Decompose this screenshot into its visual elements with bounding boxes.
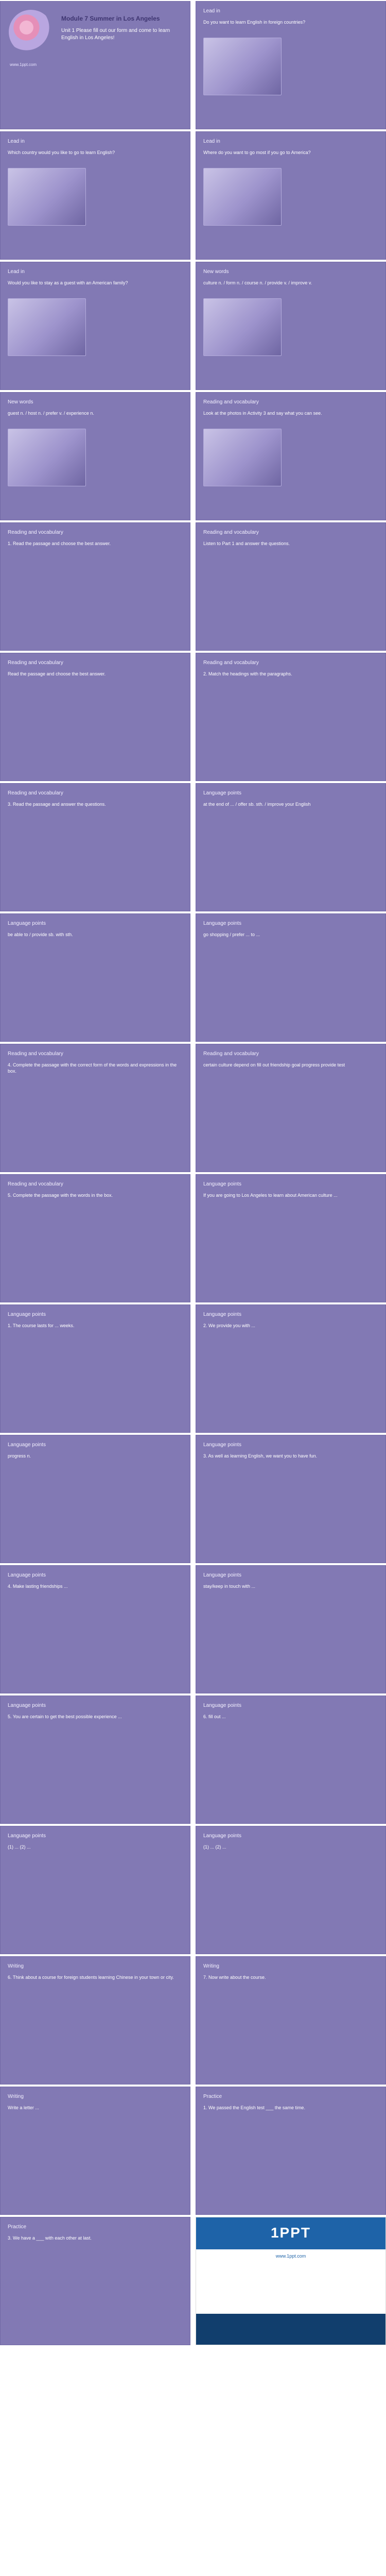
slide-thumbnail[interactable] (196, 1435, 386, 1563)
slide-thumbnail[interactable] (0, 1435, 190, 1563)
slide-thumbnail[interactable] (196, 1565, 386, 1693)
slide-heading: Language points (8, 1572, 46, 1578)
slide-body-text: stay/keep in touch with ... (203, 1584, 256, 1589)
slide-photo (8, 429, 86, 486)
slide-photo (203, 429, 282, 486)
slide-thumbnail[interactable] (0, 1826, 190, 1954)
slide-body-text: culture n. / form n. / course n. / provide v. / improve v. (203, 280, 312, 285)
slide-thumbnail[interactable] (196, 1, 386, 129)
slide-thumbnail[interactable] (196, 2217, 386, 2345)
slide-thumbnail[interactable] (0, 1565, 190, 1693)
slide-thumbnail[interactable] (0, 2217, 190, 2345)
slide-thumbnail[interactable] (196, 262, 386, 390)
slide-thumbnail[interactable] (196, 1696, 386, 1824)
slide-thumbnail[interactable] (0, 783, 190, 911)
slide-body-text: 3. We have a ___ with each other at last. (8, 2235, 92, 2241)
slide-thumbnail[interactable] (0, 1696, 190, 1824)
slide-thumbnail[interactable] (196, 1956, 386, 2084)
slide-body-text: If you are going to Los Angeles to learn about American culture ... (203, 1193, 338, 1198)
slide-body-text: progress n. (8, 1453, 31, 1459)
slide-thumbnail[interactable] (0, 653, 190, 781)
slide-thumbnail[interactable] (196, 783, 386, 911)
slide-body-text: (1) ... (2) ... (8, 1844, 31, 1850)
slide-heading: New words (8, 399, 33, 405)
slide-thumbnail[interactable] (196, 1174, 386, 1302)
slide-body-text: Write a letter ... (8, 2105, 39, 2110)
slide-heading: Reading and vocabulary (203, 530, 259, 535)
slide-body-text: (1) ... (2) ... (203, 1844, 226, 1850)
slide-heading: New words (203, 269, 229, 275)
slide-thumbnail[interactable] (0, 913, 190, 1042)
slide-body-text: 3. As well as learning English, we want you to have fun. (203, 1453, 318, 1459)
slide-body-text: Read the passage and choose the best answer. (8, 671, 106, 676)
brand-url: www.1ppt.com (275, 2253, 306, 2259)
slide-heading: Lead in (203, 139, 220, 144)
slide-photo (8, 298, 86, 356)
slide-body-text: be able to / provide sb. with sth. (8, 932, 73, 937)
slide-heading: Language points (8, 1703, 46, 1708)
slide-body-text: Would you like to stay as a guest with an American family? (8, 280, 128, 285)
slide-body-text: 1. Read the passage and choose the best answer. (8, 541, 111, 546)
flower-decoration (9, 10, 53, 54)
slide-thumbnail[interactable] (196, 2087, 386, 2215)
slide-heading: Language points (203, 1572, 241, 1578)
slide-heading: Language points (203, 921, 241, 926)
slide-heading: Lead in (8, 139, 25, 144)
slide-body-text: 4. Make lasting friendships ... (8, 1584, 68, 1589)
slide-heading: Language points (203, 1833, 241, 1839)
slide-body-text: 1. We passed the English test ___ the same time. (203, 2105, 305, 2110)
slide-thumbnail[interactable] (196, 392, 386, 520)
slide-heading: Writing (8, 2094, 24, 2099)
slide-thumbnail[interactable] (0, 262, 190, 390)
slide-photo (203, 38, 282, 95)
slide-thumbnail[interactable] (0, 2087, 190, 2215)
slide-heading: Practice (8, 2224, 27, 2230)
slide-body-text: at the end of ... / offer sb. sth. / improve your English (203, 802, 311, 807)
slide-heading: Lead in (8, 269, 25, 275)
slide-heading: Reading and vocabulary (8, 660, 63, 666)
slide-heading: Language points (8, 1442, 46, 1448)
slide-thumbnail[interactable] (196, 1826, 386, 1954)
slide-heading: Language points (8, 1312, 46, 1317)
slide-heading: Reading and vocabulary (8, 790, 63, 796)
slide-body-text: 6. Think about a course for foreign students learning Chinese in your town or city. (8, 1975, 174, 1980)
slide-body-text: 6. fill out ... (203, 1714, 226, 1719)
slide-heading: Reading and vocabulary (8, 1051, 63, 1057)
slide-thumbnail[interactable] (196, 1304, 386, 1433)
slide-title: Module 7 Summer in Los Angeles (61, 15, 160, 22)
slide-footer: www.1ppt.com (10, 62, 37, 67)
slide-photo (8, 168, 86, 226)
slide-thumbnail[interactable] (196, 131, 386, 260)
slide-body-text: 2. We provide you with ... (203, 1323, 255, 1328)
slide-body-text: 5. You are certain to get the best possible experience ... (8, 1714, 122, 1719)
slide-heading: Writing (8, 1963, 24, 1969)
slide-thumbnail[interactable] (196, 653, 386, 781)
slide-heading: Language points (203, 1703, 241, 1708)
slide-thumbnail[interactable] (196, 913, 386, 1042)
slide-heading: Language points (203, 790, 241, 796)
slide-body-text: 1. The course lasts for ... weeks. (8, 1323, 75, 1328)
slide-thumbnail[interactable] (0, 1, 190, 129)
slide-heading: Reading and vocabulary (8, 530, 63, 535)
slide-heading: Lead in (203, 8, 220, 14)
slide-heading: Reading and vocabulary (8, 1181, 63, 1187)
slide-body-text: 2. Match the headings with the paragraphs. (203, 671, 292, 676)
slide-subtitle: Unit 1 Please fill out our form and come to learn English in Los Angeles! (61, 28, 170, 41)
slide-thumbnail[interactable] (0, 1174, 190, 1302)
slide-thumbnail[interactable] (0, 1304, 190, 1433)
slide-body-text: Where do you want to go most if you go to America? (203, 150, 311, 155)
slide-heading: Language points (203, 1312, 241, 1317)
slide-body-text: Which country would you like to go to learn English? (8, 150, 115, 155)
slide-heading: Language points (8, 1833, 46, 1839)
slide-heading: Practice (203, 2094, 222, 2099)
slide-thumbnail[interactable] (0, 392, 190, 520)
slide-body-text: 5. Complete the passage with the words in the box. (8, 1193, 113, 1198)
slide-thumbnail[interactable] (0, 1956, 190, 2084)
slide-heading: Writing (203, 1963, 219, 1969)
slide-heading: Reading and vocabulary (203, 399, 259, 405)
brand-footer-bar (196, 2314, 385, 2345)
slide-heading: Reading and vocabulary (203, 660, 259, 666)
slide-heading: Language points (8, 921, 46, 926)
slide-body-text: guest n. / host n. / prefer v. / experience n. (8, 411, 94, 416)
slide-heading: Reading and vocabulary (203, 1051, 259, 1057)
slide-body-text: 7. Now write about the course. (203, 1975, 266, 1980)
slide-thumbnail[interactable] (0, 522, 190, 651)
slide-body-text: Listen to Part 1 and answer the questions. (203, 541, 290, 546)
slide-thumbnail[interactable] (0, 1044, 190, 1172)
slide-body-text: go shopping / prefer ... to ... (203, 932, 260, 937)
slide-thumbnail[interactable] (0, 131, 190, 260)
slide-heading: Language points (203, 1181, 241, 1187)
slide-thumbnail[interactable] (196, 522, 386, 651)
brand-logo: 1PPT (270, 2225, 311, 2241)
slide-body-text: Do you want to learn English in foreign countries? (203, 20, 306, 25)
slide-heading: Language points (203, 1442, 241, 1448)
slide-body-text: certain culture depend on fill out friendship goal progress provide test (203, 1062, 345, 1067)
slide-thumbnail[interactable] (196, 1044, 386, 1172)
slide-body-text: Look at the photos in Activity 3 and say what you can see. (203, 411, 322, 416)
slide-body-text: 3. Read the passage and answer the questions. (8, 802, 106, 807)
slide-photo (203, 168, 282, 226)
slide-body-text: 4. Complete the passage with the correct form of the words and expressions in the box. (8, 1062, 177, 1074)
slide-photo (203, 298, 282, 356)
